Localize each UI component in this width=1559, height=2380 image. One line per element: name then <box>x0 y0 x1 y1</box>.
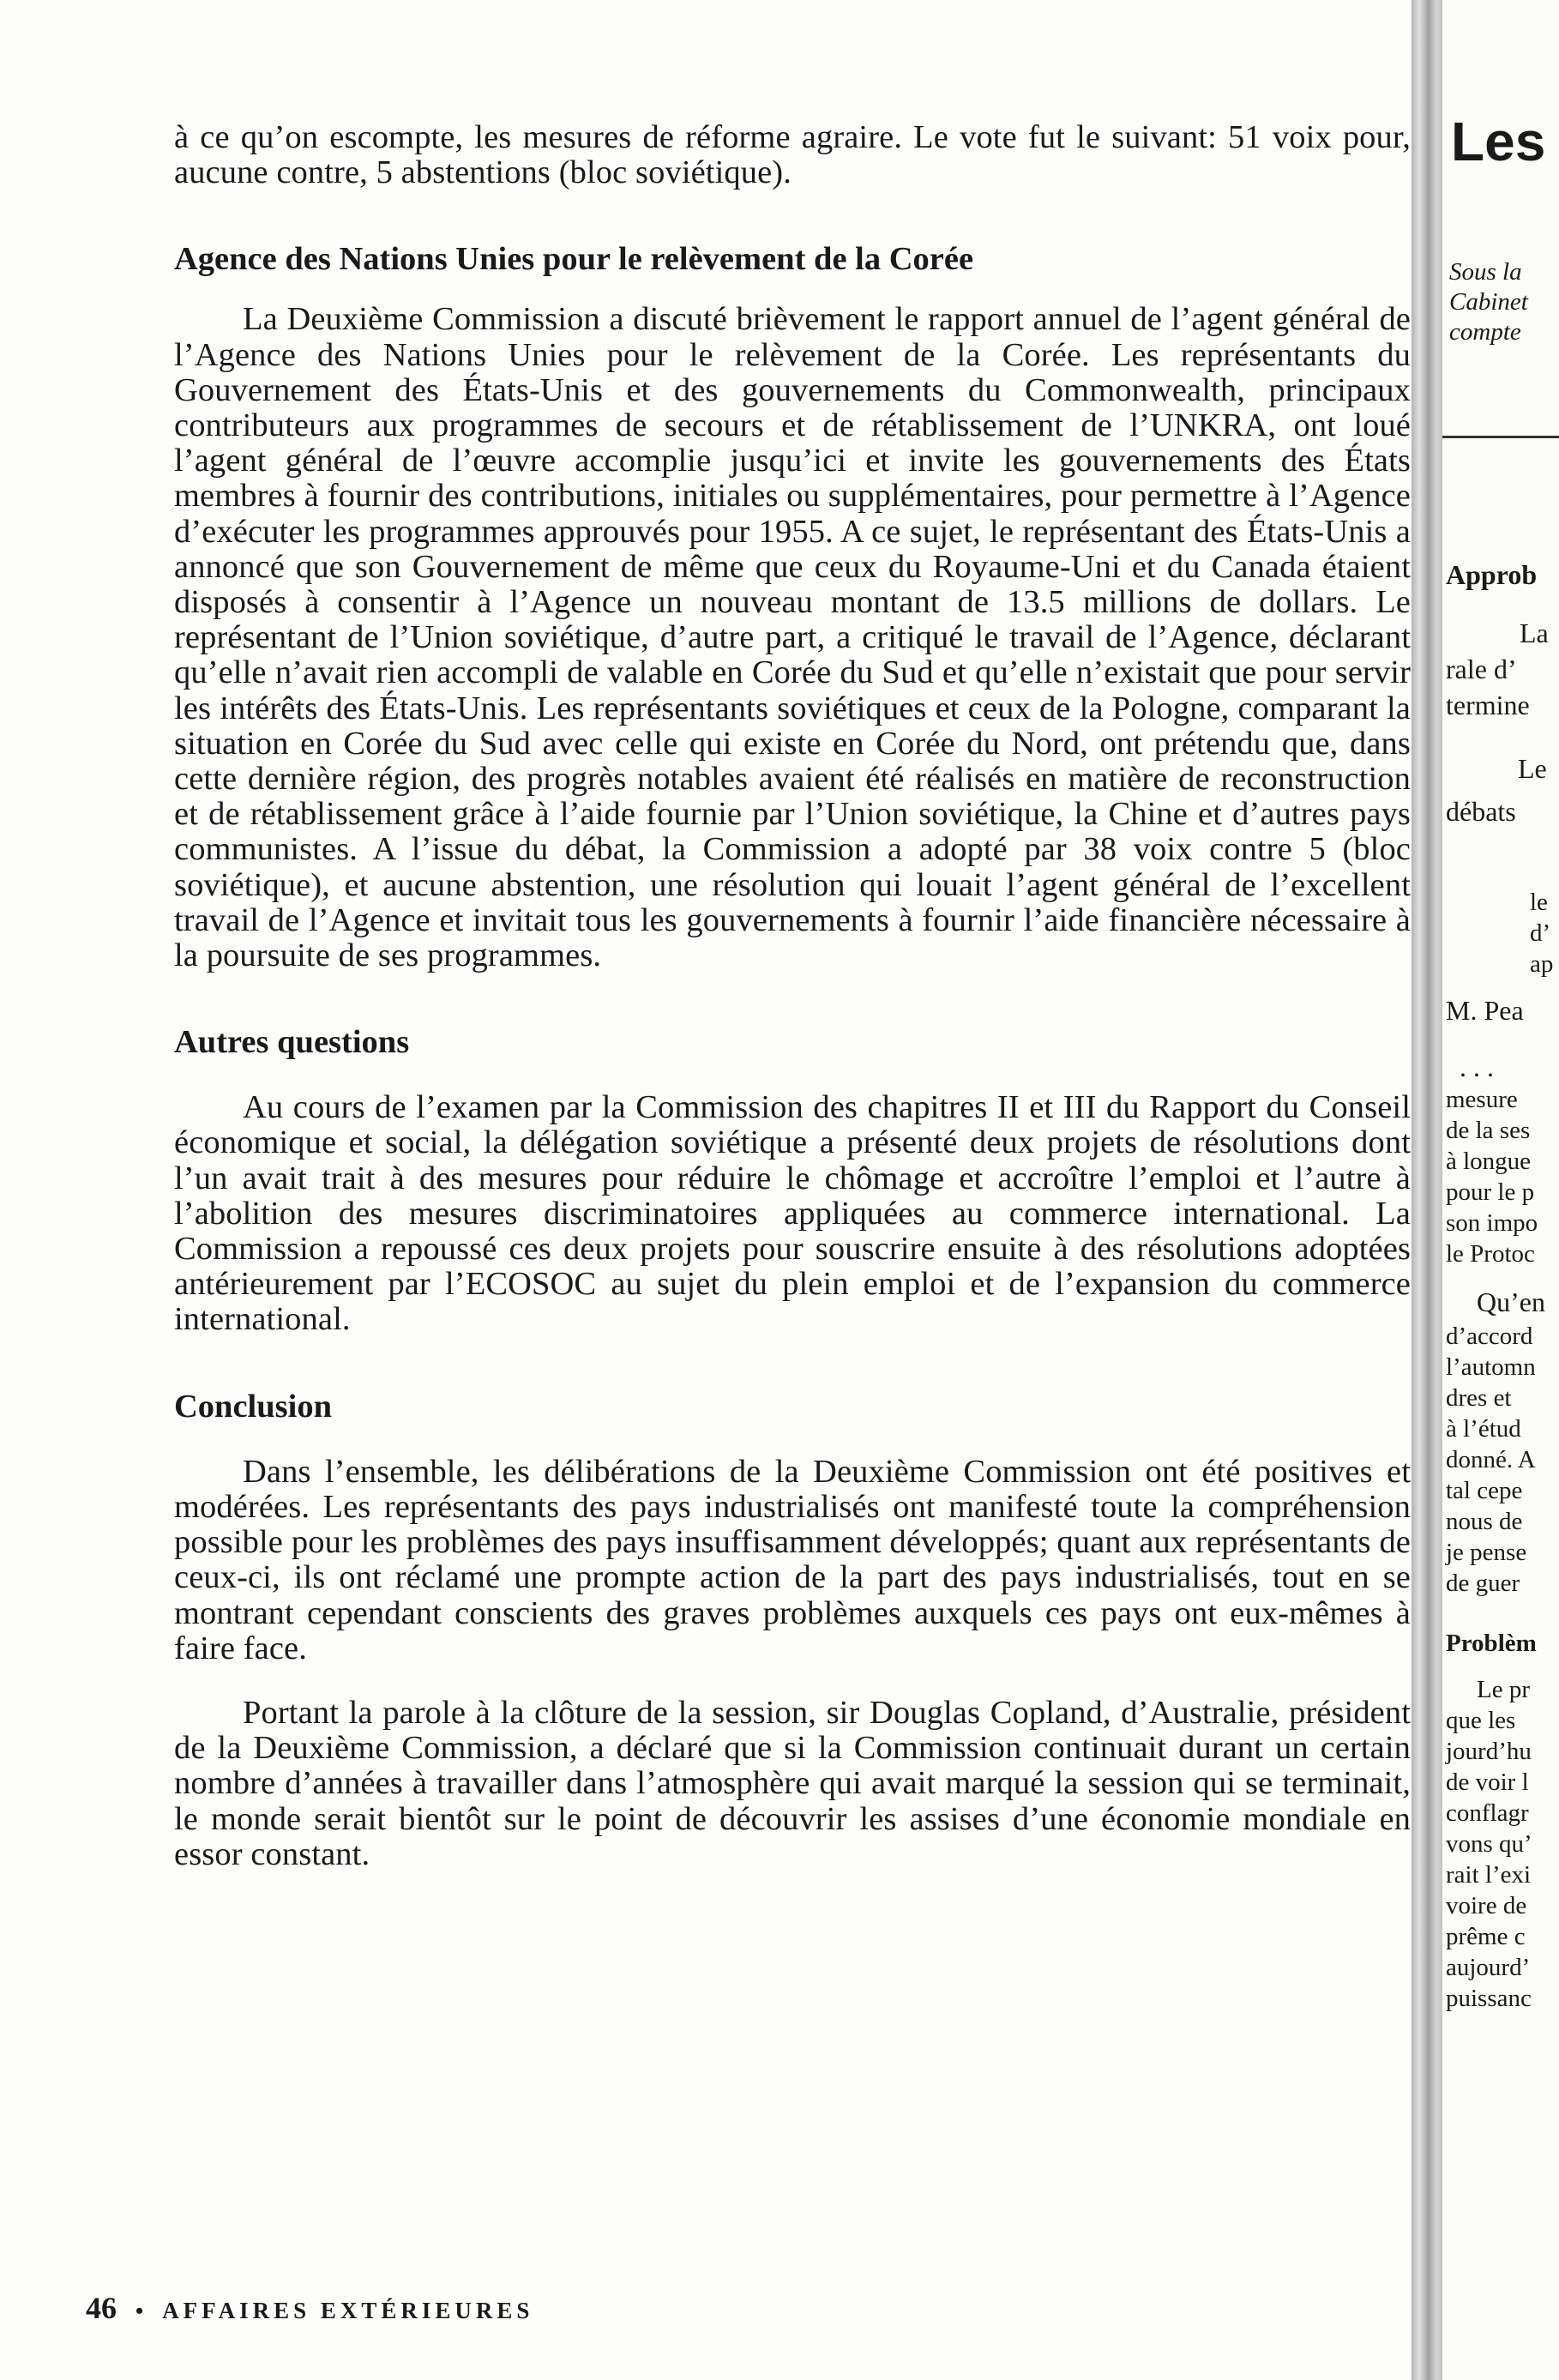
main-column <box>174 120 1411 1872</box>
next-page-line: d’ <box>1530 919 1551 947</box>
next-page-line: Le pr <box>1477 1676 1530 1703</box>
next-page-line: d’accord <box>1446 1323 1533 1350</box>
next-page-line: le Protoc <box>1446 1240 1535 1268</box>
next-page-line: pour le p <box>1446 1178 1535 1206</box>
page-footer <box>86 2290 533 2326</box>
next-page-line: son impo <box>1446 1209 1538 1237</box>
next-page-line: je pense <box>1446 1539 1527 1566</box>
next-page-line: de guer <box>1446 1570 1520 1597</box>
unkra-paragraph: La Deuxième Commission a discuté brièvement le rapport annuel de l’agent général de l’Agence des Nations Unies pour le relèvement de la Corée. Les représentants du Gouvernement des États-Unis et des gouvernements du Commonwealth, principaux contributeurs aux programmes de secours et de rétablissement de l’UNKRA, ont loué l’agent général de l’œuvre accomplie jusqu’ici et invite les gouvernements des États membres à fournir des contributions, initiales ou supplémentaires, pour permettre à l’Agence d’exécuter les programmes approuvés pour 1955. A ce sujet, le représentant des États-Unis a annoncé que son Gouvernement de même que ceux du Royaume-Uni et du Canada étaient disposés à consentir à l’Agence un nouveau montant de 13.5 millions de dollars. Le représentant de l’Union soviétique, d’autre part, a critiqué le travail de l’Agence, déclarant qu’elle n’avait rien accompli de valable en Corée du Sud et qu’elle n’existait que pour servir les intérêts des États-Unis. Les représentants soviétiques et ceux de la Pologne, comparant la situation en Corée du Sud avec celle qui existe en Corée du Nord, ont prétendu que, dans cette dernière région, des progrès notables avaient été réalisés en matière de reconstruction et de rétablissement grâce à l’aide fournie par l’Union soviétique, la Chine et d’autres pays communistes. A l’issue du débat, la Commission a adopté par 38 voix contre 5 (bloc soviétique), et aucune abstention, une résolution qui louait l’agent général de l’excellent travail de l’Agence et invitait tous les gouvernements à fournir l’aide financière nécessaire à la poursuite de ses programmes. <box>174 301 1411 974</box>
page-number: 46 <box>86 2291 117 2325</box>
next-page-line: . . . <box>1460 1051 1494 1082</box>
next-page-line: de voir l <box>1446 1768 1529 1796</box>
conclusion-paragraph-2: Portant la parole à la clôture de la session, sir Douglas Copland, d’Australie, président de la Deuxième Commission, a déclaré que si la Commission continuait durant un certain nombre d’années à travailler dans l’atmosphère qui avait marqué la session qui se terminait, le monde serait bientôt sur le point de découvrir les assises d’une économie mondiale en essor constant. <box>174 1694 1411 1872</box>
next-page-line: l’automn <box>1446 1353 1536 1381</box>
next-page-line: Problèm <box>1446 1630 1537 1657</box>
next-page-intro-line: Sous la <box>1449 258 1522 286</box>
next-page-line: rale d’ <box>1446 654 1517 684</box>
intro-paragraph: à ce qu’on escompte, les mesures de réforme agraire. Le vote fut le suivant: 51 voix pour, aucune contre, 5 abstentions (bloc soviétique). <box>174 119 1411 191</box>
footer-bullet: • <box>135 2299 144 2323</box>
journal-title: AFFAIRES EXTÉRIEURES <box>162 2298 534 2323</box>
next-page-line: nous de <box>1446 1508 1523 1535</box>
next-page-line: tal cepe <box>1446 1477 1523 1504</box>
next-page-line: que les <box>1446 1707 1516 1734</box>
next-page-line: le <box>1530 889 1548 916</box>
next-page-line: conflagr <box>1446 1799 1529 1827</box>
section-heading-unkra: Agence des Nations Unies pour le relèvement de la Corée <box>174 241 974 278</box>
next-page-line: donné. A <box>1446 1446 1536 1473</box>
binding-gutter <box>1412 0 1442 2380</box>
next-page-intro-line: Cabinet <box>1449 288 1528 316</box>
next-page-line: vons qu’ <box>1446 1830 1532 1858</box>
next-page-line: Approb <box>1446 559 1538 590</box>
next-page-line: Le <box>1518 753 1547 784</box>
next-page-line: à l’étud <box>1446 1415 1521 1443</box>
next-page-intro <box>1449 257 1528 347</box>
next-page-fragment <box>1442 0 1559 2380</box>
next-page-line: aujourd’ <box>1446 1954 1531 1981</box>
next-page-line: à longue <box>1446 1148 1532 1175</box>
next-page-line: puissanc <box>1446 1985 1532 2012</box>
next-page-line: termine <box>1446 690 1530 720</box>
next-page-line: ap <box>1530 950 1554 978</box>
next-page-line: Qu’en <box>1477 1286 1545 1317</box>
section-heading-conclusion: Conclusion <box>174 1388 333 1425</box>
next-page-line: M. Pea <box>1446 995 1524 1026</box>
next-page-line: dres et <box>1446 1384 1512 1412</box>
next-page-line: rait l’exi <box>1446 1861 1532 1889</box>
next-page-intro-line: compte <box>1449 318 1521 346</box>
section-heading-autres: Autres questions <box>174 1024 410 1061</box>
next-page-line: La <box>1520 618 1549 648</box>
next-page-line: prême c <box>1446 1923 1526 1950</box>
next-page-line: jourd’hu <box>1446 1738 1532 1765</box>
next-page-rule <box>1442 436 1559 438</box>
next-page-line: de la ses <box>1446 1117 1531 1144</box>
next-page-line: débats <box>1446 796 1516 827</box>
next-page-line: voire de <box>1446 1892 1527 1919</box>
autres-paragraph: Au cours de l’examen par la Commission des chapitres II et III du Rapport du Conseil économique et social, la délégation soviétique a présenté deux projets de résolutions dont l’un avait trait à des mesures pour réduire le chômage et accroître l’emploi et l’autre à l’abolition des mesures discriminatoires appliquées au commerce international. La Commission a repoussé ces deux projets pour souscrire ensuite à des résolutions adoptées antérieurement par l’ECOSOC au sujet du plein emploi et de l’expansion du commerce international. <box>174 1089 1411 1338</box>
next-page-title: Les <box>1451 111 1546 172</box>
conclusion-paragraph-1: Dans l’ensemble, les délibérations de la Deuxième Commission ont été positives et modérées. Les représentants des pays industrialisés ont manifesté toute la compréhension possible pour les problèmes des pays insuffisamment développés; quant aux représentants de ceux-ci, ils ont réclamé une prompte action de la part des pays industrialisés, tout en se montrant cependant conscients des graves problèmes auxquels ces pays ont eux-mêmes à faire face. <box>174 1453 1411 1666</box>
next-page-line: mesure <box>1446 1086 1518 1113</box>
